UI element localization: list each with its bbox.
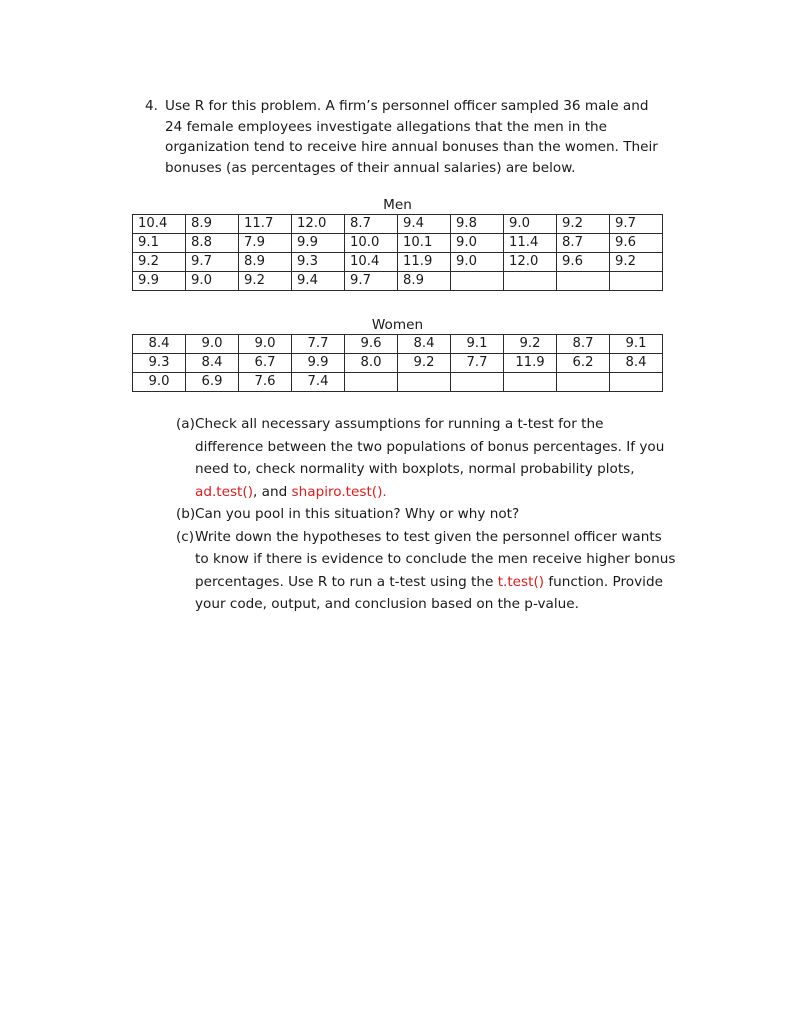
men-table-cell: 8.9 [398,272,451,291]
men-table-cell: 8.9 [239,253,292,272]
men-table-cell: 8.7 [557,234,610,253]
women-table-cell [557,373,610,392]
men-table-cell: 9.2 [610,253,663,272]
women-table-cell: 7.6 [239,373,292,392]
women-table-cell: 8.4 [133,335,186,354]
shapiro-test-function: shapiro.test() [291,483,383,500]
men-table-row [133,272,663,291]
question-parts [176,413,676,616]
women-table-cell: 9.3 [133,354,186,373]
women-table-cell [610,373,663,392]
men-table-cell: 12.0 [292,215,345,234]
women-table-cell: 8.7 [557,335,610,354]
men-bonus-table [132,214,663,291]
men-table-cell: 11.7 [239,215,292,234]
part-c [176,526,676,616]
men-table-cell [610,272,663,291]
men-table-caption: Men [383,197,412,213]
men-table-cell: 10.4 [133,215,186,234]
men-table-cell [451,272,504,291]
men-table-cell: 9.0 [451,234,504,253]
men-table-row [133,253,663,272]
women-table-cell: 8.0 [345,354,398,373]
women-table-cell: 9.2 [504,335,557,354]
men-table-cell: 9.0 [451,253,504,272]
men-table-cell: 9.7 [186,253,239,272]
part-a-text-2: , and [253,483,292,500]
men-table-cell: 9.1 [133,234,186,253]
men-table-cell: 9.3 [292,253,345,272]
men-table-cell: 9.4 [292,272,345,291]
part-a-text-3: . [382,483,387,500]
men-table-cell: 9.6 [610,234,663,253]
men-table-cell: 8.8 [186,234,239,253]
men-table-cell: 8.7 [345,215,398,234]
men-table-cell: 9.2 [133,253,186,272]
men-table-cell: 9.7 [345,272,398,291]
men-table-cell: 10.0 [345,234,398,253]
women-table-cell: 9.1 [451,335,504,354]
men-table-row [133,215,663,234]
men-table-cell: 11.9 [398,253,451,272]
part-a-text-1: Check all necessary assumptions for running a t-test for the difference between the two populations of bonus percentages. If you need to, check normality with boxplots, normal probability plots, [195,416,665,477]
men-table-row [133,234,663,253]
men-table-cell: 9.2 [239,272,292,291]
women-table-cell [345,373,398,392]
men-table-cell: 9.9 [133,272,186,291]
women-table-cell: 9.2 [398,354,451,373]
women-table-cell [398,373,451,392]
women-table-cell: 9.0 [186,335,239,354]
women-table-row [133,335,663,354]
women-table-cell: 9.0 [133,373,186,392]
men-table-cell: 9.7 [610,215,663,234]
men-table-cell: 7.9 [239,234,292,253]
part-c-text-2: function. Provide your code, output, and conclusion based on the p-value. [195,573,663,612]
men-table-cell: 9.0 [504,215,557,234]
women-table-block [132,316,663,392]
men-table-cell: 9.6 [557,253,610,272]
women-table-cell: 7.4 [292,373,345,392]
men-table-cell: 9.0 [186,272,239,291]
men-table-cell: 11.4 [504,234,557,253]
part-b-label: (b) [176,506,196,522]
women-table-cell [504,373,557,392]
women-table-cell: 8.4 [186,354,239,373]
t-test-function: t.test() [497,573,545,590]
problem-text: Use R for this problem. A firm’s personnel officer sampled 36 male and 24 female employees investigate allegations that the men in the organization tend to receive hire annual bonuses than the women. Their bonuses (as percentages of their annual salaries) are below. [165,98,658,176]
men-table-block [132,196,663,291]
women-table-cell: 6.7 [239,354,292,373]
part-b-text: Can you pool in this situation? Why or why not? [195,506,520,522]
women-table-cell: 9.6 [345,335,398,354]
part-c-label: (c) [176,528,195,545]
women-table-cell: 9.0 [239,335,292,354]
men-table-cell: 10.4 [345,253,398,272]
women-bonus-table [132,334,663,392]
women-table-cell: 9.9 [292,354,345,373]
part-a-label: (a) [176,416,195,432]
women-table-cell: 8.4 [398,335,451,354]
women-table-cell: 6.9 [186,373,239,392]
women-table-row [133,354,663,373]
women-table-cell: 6.2 [557,354,610,373]
part-c-text-1: Write down the hypotheses to test given the personnel officer wants to know if there is evidence to conclude the men receive higher bonus percentages. Use R to run a t-test using the [195,528,676,590]
women-table-cell [451,373,504,392]
men-table-cell: 9.2 [557,215,610,234]
men-table-cell: 9.8 [451,215,504,234]
men-table-cell: 8.9 [186,215,239,234]
men-table-cell: 9.9 [292,234,345,253]
women-table-cell: 7.7 [451,354,504,373]
problem-number: 4. [145,98,158,114]
men-table-cell: 10.1 [398,234,451,253]
women-table-cell: 11.9 [504,354,557,373]
women-table-cell: 9.1 [610,335,663,354]
ad-test-function: ad.test() [195,483,253,500]
women-table-cell: 7.7 [292,335,345,354]
men-table-cell [557,272,610,291]
part-a [176,413,676,503]
men-table-cell: 9.4 [398,215,451,234]
women-table-row [133,373,663,392]
problem-statement [145,96,665,178]
men-table-cell [504,272,557,291]
men-table-cell: 12.0 [504,253,557,272]
part-b [176,503,676,526]
women-table-cell: 8.4 [610,354,663,373]
women-table-caption: Women [371,317,424,333]
